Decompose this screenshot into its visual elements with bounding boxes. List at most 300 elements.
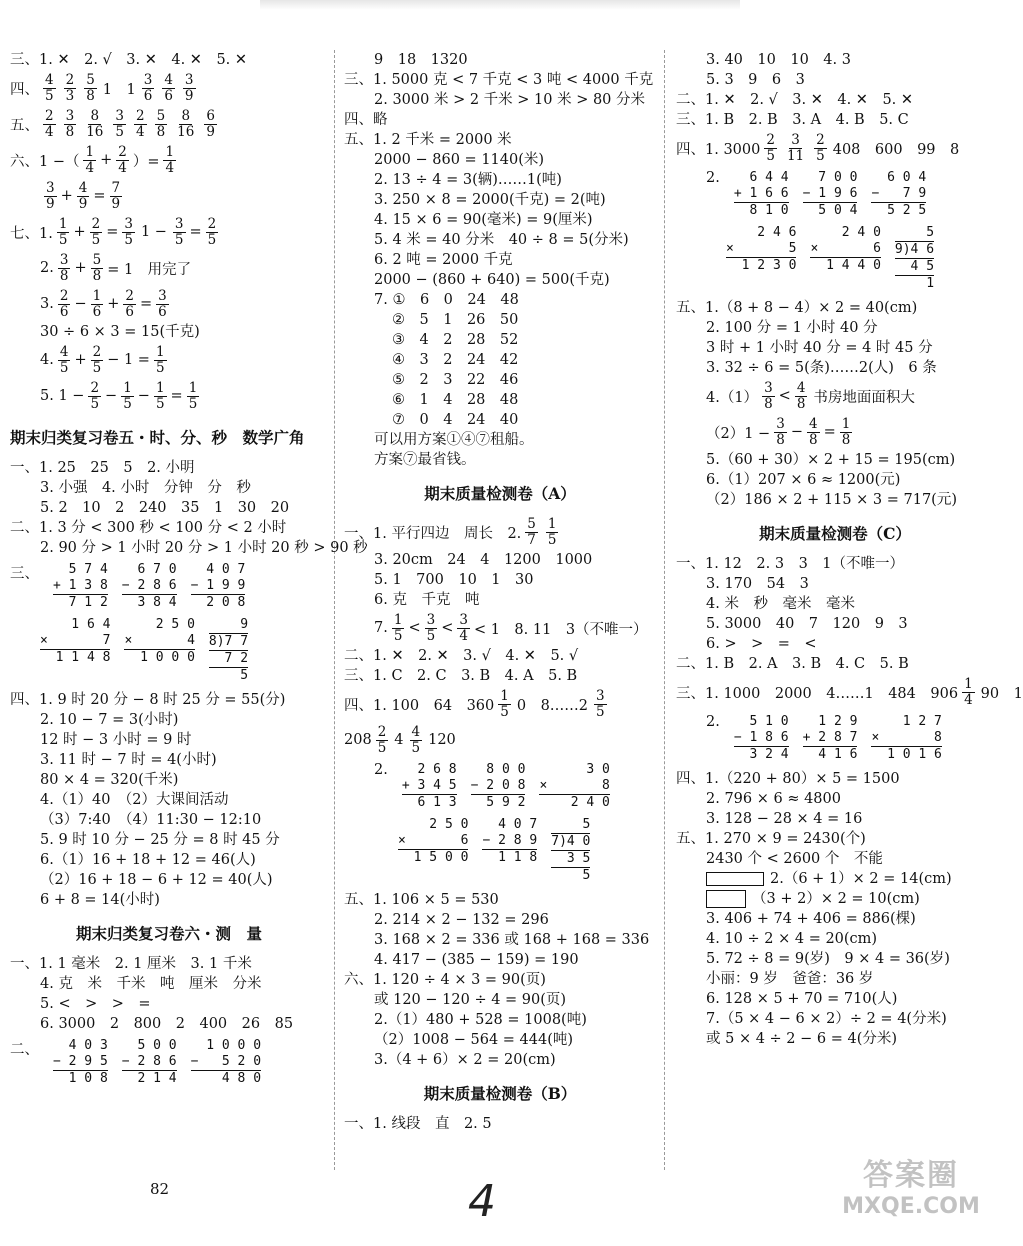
section-heading: 期末归类复习卷六・测 量 (75, 924, 262, 943)
answer-line (676, 674, 1023, 710)
fraction (113, 109, 126, 140)
denominator: 5 (90, 395, 100, 412)
text: = (106, 224, 119, 240)
denominator: 9 (46, 195, 55, 212)
denominator: 5 (115, 123, 124, 140)
answer-line: 三、1. C 2. C 3. B 4. A 5. B (344, 668, 578, 684)
answer-line: 6.（1）16 + 18 + 12 = 46(人) (40, 852, 256, 868)
numerator: 1 (155, 379, 165, 396)
vertical-calculation (122, 1038, 177, 1087)
answer-line (676, 414, 994, 450)
denominator: 6 (143, 87, 153, 104)
calc-line: 7 0 0 (802, 170, 858, 185)
text: + (73, 224, 86, 240)
calc-line: 5 2 5 (871, 203, 927, 218)
answer-line (10, 178, 328, 214)
calc-line: + 3 4 5 (401, 778, 457, 793)
answer-line: 4.（1）40 （2）大课间活动 (40, 792, 229, 808)
answer-line: 5. < > > = (40, 996, 151, 1012)
text: 0 8……2 (516, 697, 589, 714)
calc-line: 1 1 8 (482, 850, 538, 865)
vertical-calculations (10, 562, 328, 611)
answer-line: ⑥ 1 4 28 48 (392, 392, 519, 408)
calc-line: 2 6 8 (401, 762, 457, 777)
answer-line (10, 378, 328, 414)
calc-line: 9 (208, 617, 249, 632)
answer-line: 5. 72 ÷ 8 = 9(岁) 9 × 4 = 36(岁) (706, 951, 950, 967)
answer-line: 2. 13 ÷ 4 = 3(辆)……1(吨) (374, 172, 562, 188)
calc-line: 1 6 4 (40, 617, 111, 632)
answer-line: 3. 170 54 3 (706, 576, 809, 592)
text: 5. 1 − (40, 388, 85, 404)
calc-line: 8 1 0 (733, 203, 789, 218)
calc-line: 4 1 6 (802, 747, 858, 762)
numerator: 5 (156, 107, 166, 124)
calc-line: × 8 (539, 778, 610, 793)
text: < (441, 620, 454, 636)
text: 四、1. 3000 (676, 141, 761, 158)
fraction (807, 417, 820, 448)
text: + (100, 152, 113, 168)
numerator: 1 (165, 143, 175, 160)
numerator: 3 (158, 287, 167, 304)
denominator: 8 (764, 395, 773, 412)
label: 四、 (10, 81, 39, 98)
calc-line: 4 0 3 (53, 1038, 108, 1053)
label: 2. (706, 714, 720, 730)
text: 3. (40, 296, 54, 312)
answer-line (344, 686, 656, 722)
answer-line: 5. 4 米 = 40 分米 40 ÷ 8 = 5(分米) (374, 232, 629, 248)
calc-line: − 1 9 9 (190, 578, 246, 593)
calc-line: 5 9 2 (470, 795, 526, 810)
watermark-logo (836, 1150, 986, 1230)
answer-line: （2）186 × 2 + 115 × 3 = 717(元) (706, 492, 957, 508)
calc-line: 1 0 1 6 (871, 747, 942, 762)
calc-line: − 1 8 6 (733, 730, 789, 745)
denominator: 6 (59, 303, 69, 320)
watermark-url: MXQE.COM (842, 1194, 980, 1219)
denominator: 5 (123, 395, 132, 412)
answer-line: （2）1008 − 564 = 444(吨) (374, 1032, 574, 1048)
fraction (64, 73, 77, 104)
denominator: 5 (393, 627, 403, 644)
numerator: 3 (174, 215, 184, 232)
numerator: 3 (764, 379, 773, 396)
denominator: 8 (776, 431, 785, 448)
label: 2. (374, 762, 388, 778)
denominator: 7 (527, 531, 536, 548)
calc-line: 5 (551, 868, 591, 883)
answer-line (10, 106, 328, 142)
answer-line: 方案⑦最省钱。 (374, 452, 476, 468)
answer-line: ④ 3 2 24 42 (392, 352, 519, 368)
fraction (44, 181, 57, 212)
calc-line: + 2 8 7 (802, 730, 858, 745)
fraction (762, 381, 775, 412)
fraction (134, 109, 147, 140)
fraction (58, 345, 71, 376)
calc-line: 5 0 4 (802, 203, 858, 218)
text: 4 (394, 732, 404, 748)
answer-line: 2. 796 × 6 ≈ 4800 (706, 791, 841, 807)
calc-line: 5 (551, 817, 591, 832)
text: = (189, 224, 202, 240)
denominator: 5 (92, 359, 102, 376)
denominator: 4 (135, 123, 145, 140)
answer-line: （2）16 + 18 − 6 + 12 = 40(人) (40, 872, 273, 888)
vertical-calculation (402, 762, 457, 811)
answer-line: 3. 小强 4. 小时 分钟 分 秒 (40, 480, 251, 496)
answer-line: 3. 20cm 24 4 1200 1000 (374, 552, 593, 568)
fraction (425, 613, 438, 644)
numerator: 4 (45, 71, 54, 88)
answer-line: 5. 9 时 10 分 − 25 分 = 8 时 45 分 (40, 832, 280, 848)
denominator: 5 (58, 231, 68, 248)
answer-line: 四、1.（220 + 80）× 5 = 1500 (676, 771, 900, 787)
numerator: 3 (59, 251, 69, 268)
vertical-calculations (676, 714, 994, 763)
answer-line: 一、1. 1 毫米 2. 1 厘米 3. 1 千米 (10, 956, 252, 972)
calc-line: 2 4 0 (539, 795, 610, 810)
calc-line: 2 5 0 (124, 617, 195, 632)
answer-line: 3. 250 × 8 = 2000(千克) = 2(吨) (374, 192, 606, 208)
vertical-calculation (209, 617, 248, 684)
answer-line: 2000 − 860 = 1140(米) (374, 152, 545, 168)
numerator: 1 (547, 515, 557, 532)
answer-line: 7.（5 × 4 − 6 × 2）÷ 2 = 4(分米) (706, 1011, 947, 1027)
calc-line: 3 0 (539, 762, 610, 777)
fraction (121, 381, 134, 412)
denominator: 4 (118, 159, 127, 176)
answer-line: ⑤ 2 3 22 46 (392, 372, 519, 388)
calc-line: 4 5 (894, 259, 935, 274)
numerator: 2 (816, 131, 825, 148)
denominator: 9 (184, 87, 194, 104)
answer-line: 3. 11 时 − 7 时 = 4(小时) (40, 752, 217, 768)
answer-line: 3.（4 + 6）× 2 = 20(cm) (374, 1052, 556, 1068)
fraction (154, 345, 167, 376)
answer-line: 5.（60 + 30）× 2 + 15 = 195(cm) (706, 452, 956, 468)
answer-line (344, 514, 656, 550)
fraction (154, 381, 167, 412)
calc-line: − 2 8 6 (121, 578, 177, 593)
answer-line: 2.（1）480 + 528 = 1008(吨) (374, 1012, 587, 1028)
text: < (408, 620, 421, 636)
denominator: 8 (65, 123, 75, 140)
answer-line: 4. 克 米 千米 吨 厘米 分米 (40, 976, 262, 992)
answer-line: 二、1. ✕ 2. ✕ 3. √ 4. ✕ 5. √ (344, 648, 579, 664)
fraction (122, 217, 135, 248)
answer-line: 二、1. ✕ 2. √ 3. ✕ 4. ✕ 5. ✕ (676, 92, 914, 108)
calc-line: × 5 (726, 241, 797, 256)
answer-line: 三、1. ✕ 2. √ 3. ✕ 4. ✕ 5. ✕ (10, 52, 248, 68)
calc-line: 2 4 0 (810, 225, 881, 240)
numerator: 2 (377, 723, 387, 740)
fraction (392, 613, 405, 644)
numerator: 2 (91, 215, 101, 232)
text: + (107, 296, 120, 312)
vertical-calculation (482, 817, 537, 866)
numerator: 5 (527, 515, 536, 532)
text: + (60, 188, 73, 204)
numerator: 1 (393, 611, 403, 628)
answer-line: 6. 128 × 5 + 70 = 710(人) (706, 991, 898, 1007)
answer-line (676, 889, 994, 909)
text: 408 600 99 8 (832, 141, 960, 158)
calc-line: 4 8 0 (190, 1071, 262, 1086)
text: = (93, 188, 106, 204)
calc-line: − 2 0 8 (470, 778, 526, 793)
scan-edge (260, 0, 740, 10)
calc-line: 7 2 (208, 651, 249, 666)
denominator: 5 (816, 147, 825, 164)
answer-line: ③ 4 2 28 52 (392, 332, 519, 348)
numerator: 4 (808, 415, 818, 432)
text: 1 1 (102, 81, 136, 98)
calc-line: 1 2 9 (802, 714, 858, 729)
denominator: 6 (125, 303, 134, 320)
denominator: 16 (177, 123, 195, 140)
numerator: 1 (123, 379, 132, 396)
fraction (498, 689, 511, 720)
answer-line: 2430 个 < 2600 个 不能 (706, 851, 883, 867)
vertical-calculation (803, 170, 858, 219)
text: 4. (40, 352, 54, 368)
calc-line: 9)4 6 (894, 242, 935, 257)
answer-line: 2. 100 分 = 1 小时 40 分 (706, 320, 878, 336)
answer-line: 2000 − (860 + 640) = 500(千克) (374, 272, 610, 288)
numerator: 4 (796, 379, 806, 396)
answer-line (10, 250, 328, 286)
numerator: 8 (90, 107, 100, 124)
handwritten-mark: 4 (468, 1176, 496, 1227)
denominator: 5 (547, 531, 557, 548)
fraction (785, 133, 806, 164)
fraction (525, 517, 538, 548)
vertical-calculation (726, 225, 796, 274)
numerator: 4 (411, 723, 421, 740)
vertical-calculation (803, 714, 858, 763)
numerator: 1 (500, 687, 509, 704)
vertical-calculation (734, 170, 789, 219)
answer-line: ⑦ 0 4 24 40 (392, 412, 519, 428)
text: 一、1. 平行四边 周长 2. (344, 525, 522, 542)
fraction (840, 417, 853, 448)
text: 2.（6 + 1）× 2 = 14(cm) (770, 871, 952, 887)
fraction (90, 217, 103, 248)
vertical-calculation (124, 617, 194, 666)
calc-line: − 5 2 0 (190, 1054, 262, 1069)
calc-line: 6 4 4 (733, 170, 789, 185)
answer-line: 或 120 − 120 ÷ 4 = 90(页) (374, 992, 567, 1008)
denominator: 5 (377, 739, 387, 756)
calc-line: × 6 (810, 241, 881, 256)
fraction (173, 217, 186, 248)
fraction (91, 289, 104, 320)
denominator: 8 (841, 431, 851, 448)
answer-line: 一、1. 25 25 5 2. 小明 (10, 460, 195, 476)
watermark-text: 答案圈 (863, 1158, 959, 1193)
denominator: 5 (596, 703, 605, 720)
denominator: 5 (124, 231, 133, 248)
denominator: 8 (86, 87, 95, 104)
calc-line: × 8 (871, 730, 942, 745)
calc-line: 1 2 3 0 (726, 258, 797, 273)
column-divider (334, 50, 335, 1170)
calc-line: 2 5 0 (398, 817, 469, 832)
answer-line: 三、1. 5000 克 < 7 千克 < 3 吨 < 4000 千克 (344, 72, 654, 88)
denominator: 11 (786, 147, 805, 164)
vertical-calculation (734, 714, 789, 763)
fraction (84, 109, 105, 140)
calc-line: 5 0 0 (121, 1038, 177, 1053)
denominator: 5 (155, 359, 165, 376)
denominator: 4 (85, 159, 95, 176)
calc-line: 3 8 4 (121, 595, 177, 610)
answer-line (10, 70, 328, 106)
section-heading: 期末质量检测卷（B） (423, 1084, 577, 1103)
fraction (43, 73, 56, 104)
numerator: 2 (766, 131, 775, 148)
calc-line: 2 1 4 (121, 1071, 177, 1086)
numerator: 3 (65, 107, 75, 124)
text: − (74, 296, 87, 312)
answer-line: 四、略 (344, 112, 388, 128)
answer-line: 5. 2 10 2 240 35 1 30 20 (40, 500, 290, 516)
denominator: 5 (174, 231, 184, 248)
vertical-calculation (551, 817, 590, 884)
answer-line: 3 时 + 1 小时 40 分 = 4 时 45 分 (706, 340, 933, 356)
fraction (83, 145, 96, 176)
vertical-calculation (471, 762, 526, 811)
fraction (163, 145, 176, 176)
calc-line: 3 2 4 (733, 747, 789, 762)
calc-line: − 7 9 (871, 186, 927, 201)
denominator: 5 (188, 395, 198, 412)
answer-line: 一、1. 12 2. 3 3 1（不唯一） (676, 556, 905, 572)
denominator: 8 (156, 123, 166, 140)
vertical-calculation (539, 762, 609, 811)
vertical-calculation (895, 225, 934, 292)
text: = (170, 388, 183, 404)
answer-line: 2. 10 − 7 = 3(小时) (40, 712, 179, 728)
calc-line: 1 0 0 0 (190, 1038, 262, 1053)
denominator: 8 (59, 267, 69, 284)
rectangle-figure-icon (706, 872, 764, 886)
answer-line: 5. 3 9 6 3 (706, 72, 805, 88)
fraction (546, 517, 559, 548)
denominator: 5 (155, 395, 165, 412)
fraction (43, 109, 56, 140)
answer-line: 4. 417 − (385 − 159) = 190 (374, 952, 579, 968)
calc-line: × 7 (40, 633, 111, 648)
fraction (142, 73, 155, 104)
vertical-calculations (696, 225, 994, 292)
fraction (155, 109, 168, 140)
vertical-calculation (871, 714, 941, 763)
numerator: 3 (46, 179, 55, 196)
answer-line (344, 722, 656, 758)
text: 4.（1） (706, 389, 759, 406)
answer-line: 可以用方案①④⑦租船。 (374, 432, 534, 448)
denominator: 6 (164, 87, 173, 104)
fraction (57, 217, 70, 248)
denominator: 4 (165, 159, 175, 176)
fraction (58, 289, 71, 320)
calc-line: 6 7 0 (121, 562, 177, 577)
numerator: 7 (111, 179, 121, 196)
denominator: 4 (964, 691, 973, 708)
denominator: 6 (158, 303, 167, 320)
calc-line: + 1 3 8 (53, 578, 108, 593)
fraction (187, 381, 200, 412)
denominator: 5 (500, 703, 509, 720)
text: − (790, 424, 803, 440)
column-middle (344, 50, 656, 1134)
numerator: 8 (181, 107, 191, 124)
calc-line: 3 5 (551, 851, 591, 866)
vertical-calculations (10, 1038, 328, 1087)
numerator: 1 (58, 215, 68, 232)
vertical-calculation (53, 562, 108, 611)
numerator: 1 (85, 143, 95, 160)
vertical-calculation (122, 562, 177, 611)
calc-line: 6 1 3 (401, 795, 457, 810)
calc-line: 1 0 0 0 (124, 650, 195, 665)
fraction (91, 253, 104, 284)
text: − (105, 388, 118, 404)
answer-line: 4. 15 × 6 = 90(毫米) = 9(厘米) (374, 212, 593, 228)
answer-line: ② 5 1 26 50 (392, 312, 519, 328)
text: 208 (344, 732, 372, 748)
answer-line: 3. 32 ÷ 6 = 5(条)……2(人) 6 条 (706, 360, 937, 376)
text: = (823, 424, 836, 440)
text: 三、1. 1000 2000 4……1 484 906 (676, 685, 959, 702)
text: = 1 用完了 (107, 261, 192, 278)
numerator: 3 (459, 611, 468, 628)
numerator: 3 (143, 71, 153, 88)
calc-line: − 2 8 6 (121, 1054, 177, 1069)
numerator: 2 (59, 287, 69, 304)
denominator: 5 (59, 359, 69, 376)
calc-line: 1 4 4 0 (810, 258, 881, 273)
fraction (774, 417, 787, 448)
denominator: 3 (65, 87, 75, 104)
fraction (962, 677, 975, 708)
fraction (206, 217, 219, 248)
calc-line: 4 0 7 (190, 562, 246, 577)
text: 7. (374, 620, 388, 636)
denominator: 5 (426, 627, 436, 644)
vertical-calculation (191, 562, 246, 611)
numerator: 2 (45, 107, 54, 124)
answer-line: 5. 3000 40 7 120 9 3 (706, 616, 908, 632)
answer-line: 2. 90 分 > 1 小时 20 分 > 1 小时 20 秒 > 90 秒 (40, 540, 368, 556)
calc-line: 5 (894, 225, 935, 240)
answer-line: 30 ÷ 6 × 3 = 15(千克) (40, 324, 200, 340)
answer-line: 5. 1 700 10 1 30 (374, 572, 534, 588)
numerator: 2 (65, 71, 75, 88)
answer-line: 五、1. 2 千米 = 2000 米 (344, 132, 512, 148)
fraction (594, 689, 607, 720)
fraction (116, 145, 129, 176)
text: 书房地面面积大 (813, 389, 915, 406)
answer-line: 12 时 − 3 小时 = 9 时 (40, 732, 192, 748)
vertical-calculation (191, 1038, 261, 1087)
answer-line (676, 130, 994, 166)
calc-line: 1 5 0 0 (398, 850, 469, 865)
